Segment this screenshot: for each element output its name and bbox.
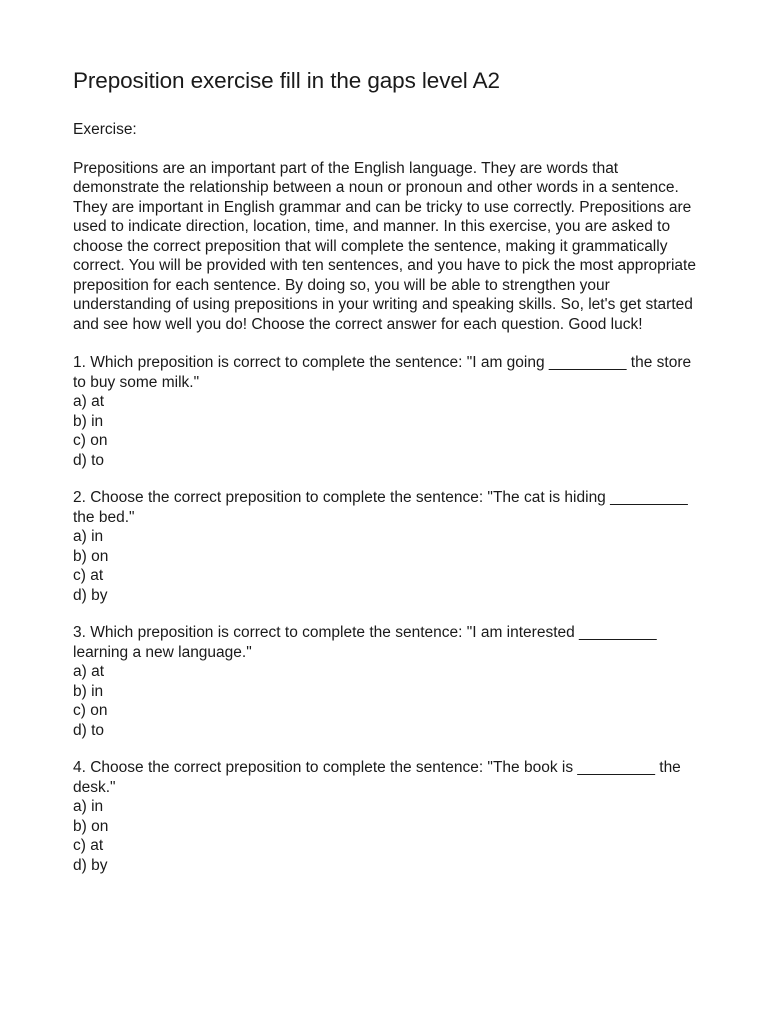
answer-option: a) at (73, 393, 105, 410)
answer-options (73, 662, 703, 740)
answer-option: a) in (73, 528, 104, 545)
intro-paragraph: Prepositions are an important part of the English language. They are words that demonstrate the relationship between a noun or pronoun and other words in a sentence. They are important in English grammar and can be tricky to use correctly. Prepositions are used to indicate direction, location, time, and manner. In this exercise, you are asked to choose the correct preposition that will complete the sentence, making it grammatically correct. You will be provided with ten sentences, and you have to pick the most appropriate preposition for each sentence. By doing so, you will be able to strengthen your understanding of using prepositions in your writing and speaking skills. So, let's get started and see how well you do! Choose the correct answer for each question. Good luck! (73, 159, 696, 333)
question-4 (73, 758, 703, 875)
question-text: 4. Choose the correct preposition to complete the sentence: "The book is _________ the desk." (73, 759, 681, 796)
document-page (73, 66, 703, 893)
question-text: 1. Which preposition is correct to complete the sentence: "I am going _________ the store to buy some milk." (73, 354, 692, 391)
question-text: 2. Choose the correct preposition to complete the sentence: "The cat is hiding _________ the bed." (73, 489, 688, 526)
answer-option: b) in (73, 412, 104, 430)
answer-options (73, 527, 703, 605)
question-2 (73, 488, 703, 605)
exercise-label: Exercise: (73, 121, 137, 138)
answer-option: c) at (73, 567, 104, 584)
question-text: 3. Which preposition is correct to complete the sentence: "I am interested _________ learning a new language." (73, 624, 657, 661)
answer-option: d) by (73, 586, 108, 604)
answer-option: a) at (73, 663, 105, 680)
answer-option: c) on (73, 432, 108, 449)
answer-option: c) at (73, 837, 104, 854)
answer-option: b) on (73, 547, 109, 565)
answer-option: d) by (73, 856, 108, 874)
answer-options (73, 392, 703, 470)
answer-options (73, 797, 703, 875)
answer-option: d) to (73, 451, 105, 469)
question-1 (73, 353, 703, 470)
answer-option: c) on (73, 702, 108, 719)
answer-option: a) in (73, 798, 104, 815)
answer-option: b) on (73, 817, 109, 835)
answer-option: d) to (73, 721, 105, 739)
question-3 (73, 623, 703, 740)
answer-option: b) in (73, 682, 104, 700)
page-title: Preposition exercise fill in the gaps level A2 (73, 68, 500, 93)
